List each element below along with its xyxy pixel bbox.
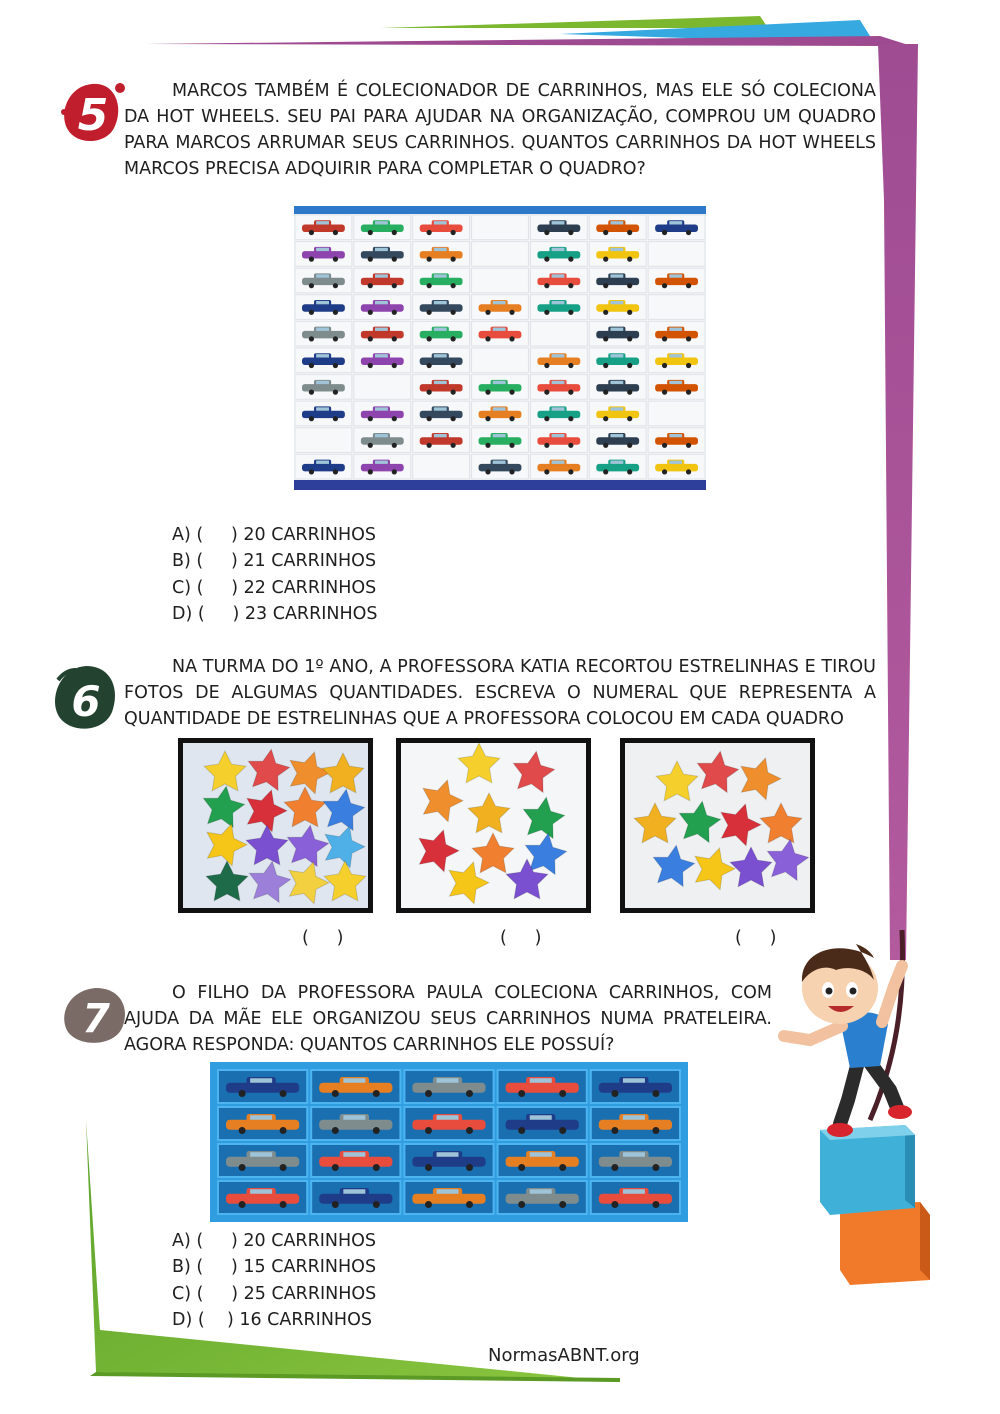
option-b[interactable]: B) ( ) 15 CARRINHOS (172, 1257, 377, 1278)
question-7-options (172, 1228, 376, 1333)
board-slot (472, 268, 529, 293)
right-purple-border (878, 44, 918, 960)
question-6-badge (50, 662, 122, 736)
board-slot (472, 242, 529, 267)
question-7-text: O FILHO DA PROFESSORA PAULA COLECIONA CARRINHOS, COM AJUDA DA MÃE ELE ORGANIZOU SEUS CARRINHOS NUMA PRATELEIRA. AGORA RESPONDA: QUANTOS CARRINHOS ELE POSSUÍ? (124, 983, 772, 1055)
board-slot (354, 375, 411, 400)
hot-wheels-board-photo (294, 206, 706, 490)
stars-photo-3 (620, 738, 815, 913)
top-purple-strip (145, 36, 918, 48)
question-6-number: 6 (71, 677, 101, 726)
stars-picture-2 (401, 743, 586, 908)
footer-site: NormasABNT.org (488, 1345, 640, 1366)
option-d[interactable]: D) ( ) 16 CARRINHOS (172, 1309, 372, 1330)
stars-picture-3 (625, 743, 810, 908)
answer-box-1[interactable]: ( ) (302, 928, 344, 948)
question-5-badge (58, 78, 128, 148)
board-slot (648, 295, 705, 320)
stars-photo-1 (178, 738, 373, 913)
question-5-number: 5 (77, 90, 109, 141)
board-grid (294, 214, 706, 480)
shelf-grid (210, 1062, 688, 1222)
board-slot (413, 454, 470, 479)
option-c[interactable]: C) ( ) 22 CARRINHOS (172, 577, 377, 598)
board-slot (472, 348, 529, 373)
boy-illustration (770, 940, 970, 1290)
question-5-text: MARCOS TAMBÉM É COLECIONADOR DE CARRINHOS, MAS ELE SÓ COLECIONA DA HOT WHEELS. SEU PAI PARA AJUDAR NA ORGANIZAÇÃO, COMPROU UM QUADRO PARA MARCOS ARRUMAR SEUS CARRINHOS. QUANTOS CARRINHOS DA HOT WHEELS MARCOS PRECISA ADQUIRIR PARA COMPLETAR O QUADRO? (124, 81, 876, 179)
option-c[interactable]: C) ( ) 25 CARRINHOS (172, 1283, 377, 1304)
option-b[interactable]: B) ( ) 21 CARRINHOS (172, 551, 377, 572)
option-a[interactable]: A) ( ) 20 CARRINHOS (172, 1231, 377, 1251)
answer-box-2[interactable]: ( ) (500, 928, 542, 948)
question-7-badge (60, 984, 132, 1048)
question-7-number: 7 (82, 996, 110, 1042)
option-a[interactable]: A) ( ) 20 CARRINHOS (172, 525, 377, 545)
toy-car-shelf-photo (210, 1062, 688, 1222)
board-slot (648, 242, 705, 267)
question-6-text: NA TURMA DO 1º ANO, A PROFESSORA KATIA RECORTOU ESTRELINHAS E TIROU FOTOS DE ALGUMAS QUANTIDADES. ESCREVA O NUMERAL QUE REPRESENTA A QUANTIDADE DE ESTRELINHAS QUE A PROFESSORA COLOCOU EM CADA QUADRO (124, 657, 876, 729)
board-slot (530, 321, 587, 346)
board-slot (295, 428, 352, 453)
question-5-options (172, 522, 378, 627)
stars-picture-1 (183, 743, 368, 908)
stars-photo-2 (396, 738, 591, 913)
board-slot (648, 401, 705, 426)
answer-box-3[interactable]: ( ) (735, 928, 777, 948)
board-slot (472, 215, 529, 240)
option-d[interactable]: D) ( ) 23 CARRINHOS (172, 603, 378, 624)
top-green-strip (380, 16, 768, 28)
